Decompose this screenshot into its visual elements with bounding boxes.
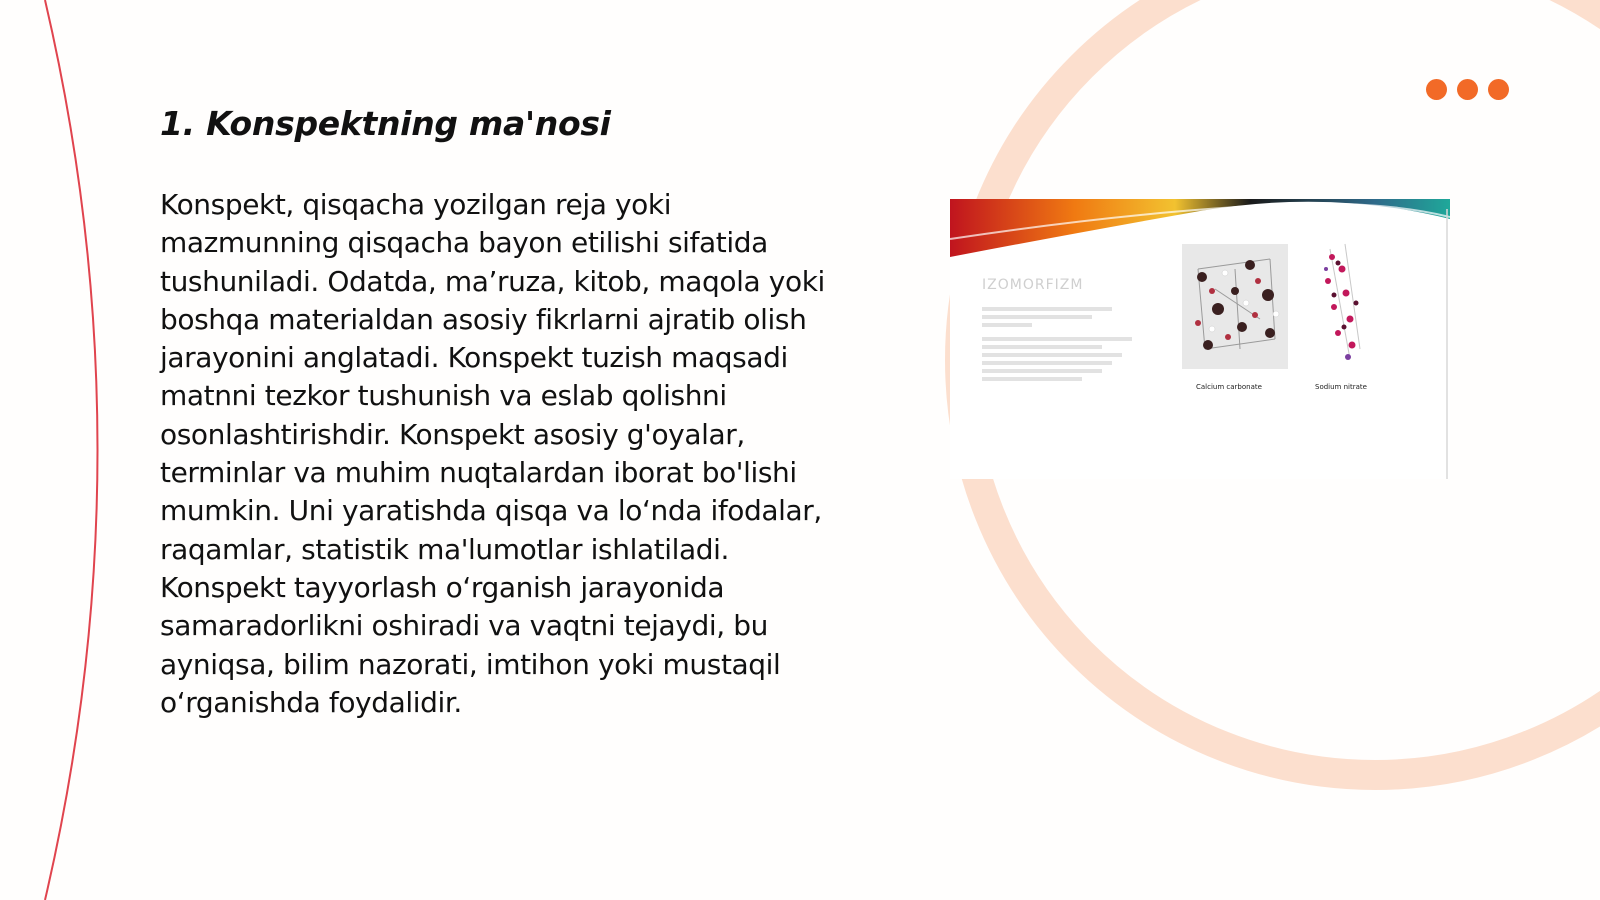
thumb-title: IZOMORFIZM [982,277,1084,293]
left-accent-curve [45,0,98,900]
more-dots-icon [1426,79,1509,100]
slide-title: 1. Konspektning ma'nosi [160,104,611,143]
dot [1457,79,1478,100]
calcium-carbonate-structure [1182,244,1288,369]
dot [1488,79,1509,100]
slide-thumbnail-image [950,199,1450,479]
dot [1426,79,1447,100]
caption-left: Calcium carbonate [1196,383,1262,391]
caption-right: Sodium nitrate [1315,383,1367,391]
slide-body-text: Konspekt, qisqacha yozilgan reja yoki mazmunning qisqacha bayon etilishi sifatida tushuniladi. Odatda, ma’ruza, kitob, maqola yoki boshqa materialdan asosiy fikrlarni ajratib olish jarayonini anglatadi. Konspekt tuzish maqsadi matnni tezkor tushunish va eslab qolishni osonlashtirishdir. Konspekt asosiy g'oyalar, terminlar va muhim nuqtalardan iborat bo'lishi mumkin. Uni yaratishda qisqa va lo‘nda ifodalar, raqamlar, statistik ma'lumotlar ishlatiladi. Konspekt tayyorlash o‘rganish jarayonida samaradorlikni oshiradi va vaqtni tejaydi, bu ayniqsa, bilim nazorati, imtihon yoki mustaqil o‘rganishda foydalidir. [160,188,825,719]
